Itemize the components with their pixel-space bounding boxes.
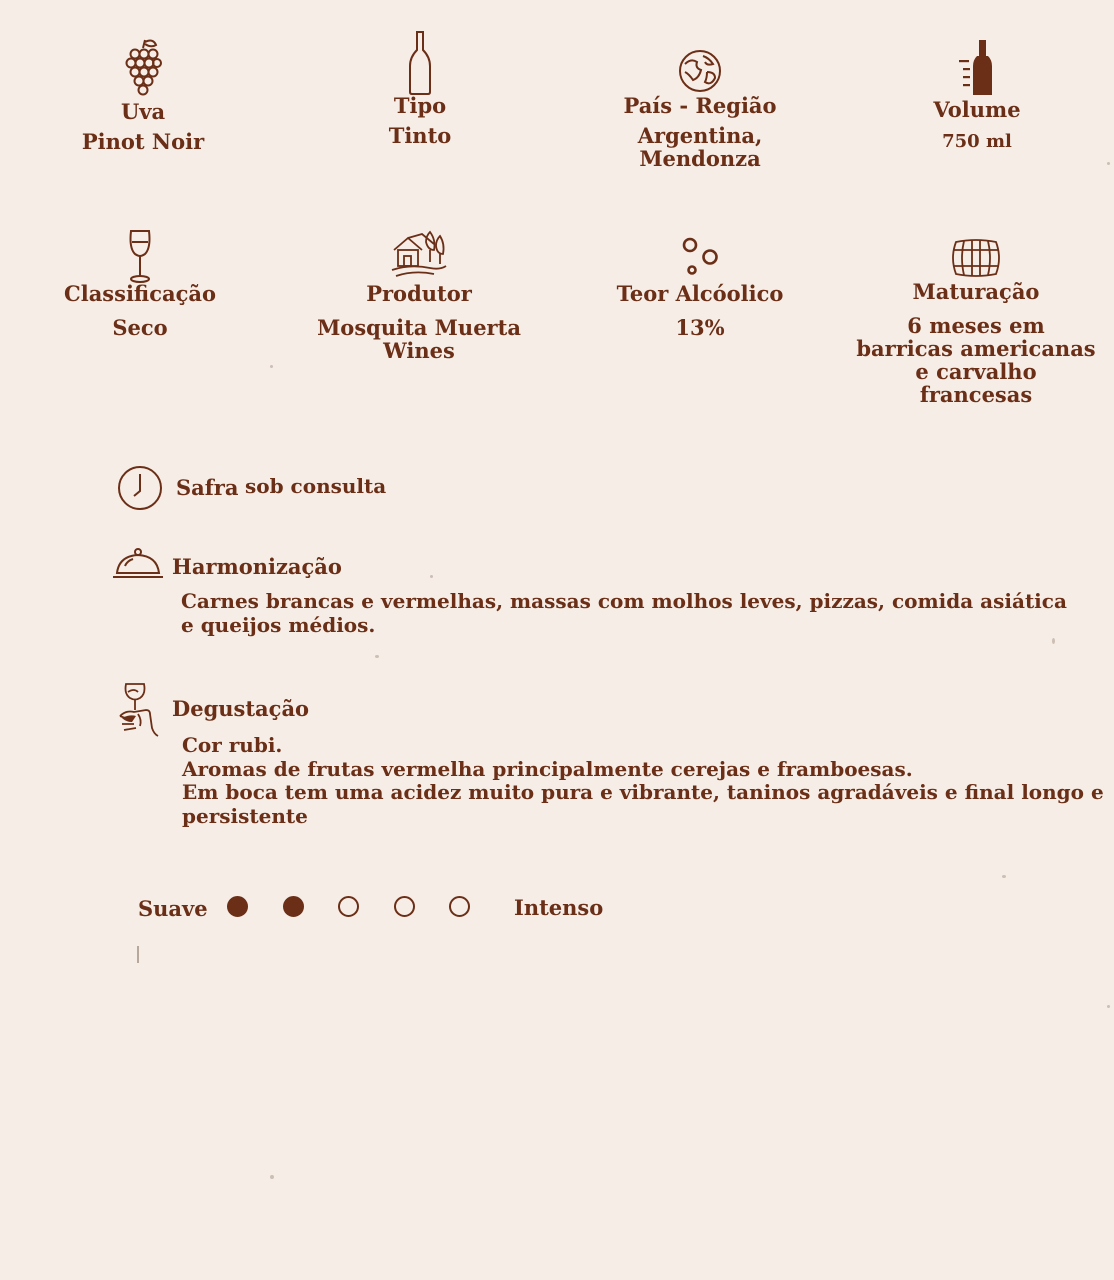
degustacao-line: Aromas de frutas vermelha principalmente cerejas e framboesas. — [182, 756, 913, 781]
paper-speck — [1107, 162, 1110, 165]
attribute-value: Tinto — [388, 123, 452, 148]
attribute-classification — [60, 228, 220, 339]
intensity-dot-empty — [338, 896, 359, 917]
clock-icon — [117, 465, 163, 511]
intensity-dot-empty — [449, 896, 470, 917]
attribute-label: Uva — [120, 99, 166, 124]
wine-glass-icon — [127, 228, 153, 284]
attribute-label: Maturação — [912, 279, 1040, 304]
attribute-type — [355, 30, 485, 147]
degustacao-line: Em boca tem uma acidez muito pura e vibrante, taninos agradáveis e final longo e — [182, 780, 1104, 804]
attribute-value: Seco — [112, 315, 168, 340]
harmonizacao-text — [181, 590, 1067, 637]
safra-label: Safra — [176, 475, 239, 500]
intensity-dot-filled — [283, 896, 304, 917]
intensity-min-label: Suave — [138, 896, 208, 921]
attribute-volume — [912, 38, 1042, 153]
attribute-label: País - Região — [623, 93, 777, 118]
bubbles-icon — [678, 236, 722, 278]
globe-icon — [677, 48, 723, 94]
attribute-maturation — [856, 238, 1096, 406]
paper-speck — [270, 365, 273, 368]
attribute-label: Classificação — [64, 281, 216, 306]
winery-icon — [390, 228, 448, 280]
paper-speck — [270, 1175, 274, 1179]
attribute-label: Volume — [933, 97, 1021, 122]
attribute-label: Tipo — [393, 93, 447, 118]
attribute-value: Argentina, Mendonza — [637, 123, 763, 171]
safra-value: sob consulta — [245, 474, 387, 498]
tasting-hand-icon — [116, 680, 160, 738]
degustacao-line: Cor rubi. — [182, 733, 283, 757]
degustacao-line: persistente — [182, 803, 308, 828]
paper-speck — [137, 946, 139, 963]
attribute-grape — [78, 36, 208, 153]
harmonizacao-title: Harmonização — [172, 554, 342, 579]
attribute-value: Mosquita Muerta Wines — [317, 315, 521, 363]
paper-speck — [430, 575, 433, 578]
attribute-label: Produtor — [366, 281, 472, 306]
wine-bottle-icon — [408, 30, 432, 96]
attribute-label: Teor Alcóolico — [616, 281, 784, 306]
cloche-icon — [111, 546, 165, 580]
attribute-country — [585, 48, 815, 170]
grape-icon — [123, 36, 163, 96]
attribute-value: 750 ml — [942, 131, 1012, 152]
degustacao-title: Degustação — [172, 696, 310, 721]
attribute-value: Pinot Noir — [81, 129, 205, 154]
attribute-value: 6 meses em barricas americanas e carvalho francesas — [856, 313, 1096, 407]
intensity-dot-filled — [227, 896, 248, 917]
bottle-volume-icon — [957, 38, 997, 96]
attribute-alcohol — [600, 236, 800, 339]
paper-speck — [375, 655, 379, 658]
barrel-icon — [950, 238, 1002, 278]
attribute-producer — [290, 228, 548, 362]
harmonizacao-line: e queijos médios. — [181, 612, 376, 637]
harmonizacao-line: Carnes brancas e vermelhas, massas com molhos leves, pizzas, comida asiática — [181, 589, 1067, 613]
paper-speck — [1002, 875, 1006, 878]
degustacao-text — [182, 734, 1104, 828]
intensity-max-label: Intenso — [514, 895, 604, 920]
paper-speck — [1107, 1005, 1110, 1008]
attribute-value: 13% — [675, 315, 725, 340]
intensity-dot-empty — [394, 896, 415, 917]
paper-speck — [1052, 638, 1055, 644]
